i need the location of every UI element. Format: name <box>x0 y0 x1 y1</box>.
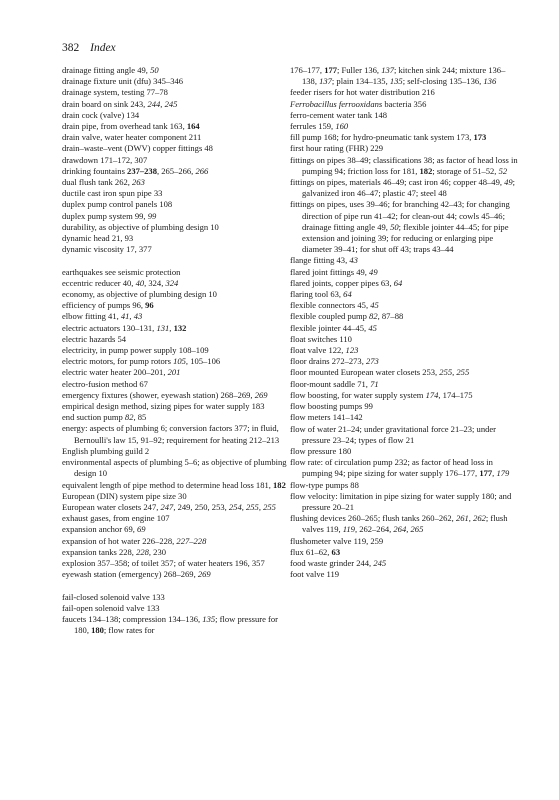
index-entry: European (DIN) system pipe size 30 <box>62 490 187 501</box>
index-entry: drain valve, water heater component 211 <box>62 132 202 143</box>
letter-group-gap <box>62 580 292 591</box>
index-entry: electric motors, for pump rotors 105, 105–106 <box>62 356 221 367</box>
index-entry: drawdown 171–172, 307 <box>62 154 148 165</box>
index-entry: fittings on pipes, materials 46–49; cast iron 46; copper 48–49, 49; galvanized iron 46–47; plastic 47; steel 48 <box>290 177 516 199</box>
index-entry: floor drains 272–273, 273 <box>290 356 379 367</box>
index-entry: emergency fixtures (shower, eyewash station) 268–269, 269 <box>62 389 268 400</box>
index-entry: flow rate: of circulation pump 232; as factor of head loss in pumping 94; pipe sizing for water supply 176–177, 177, 179 <box>290 457 510 479</box>
index-entry: equivalent length of pipe method to determine head loss 181, 182 <box>62 479 286 490</box>
index-entry: energy: aspects of plumbing 6; conversion factors 377; in fluid, Bernoulli's law 15, 91–92; requirement for heating 212–213 <box>62 423 280 445</box>
index-entry: flow-type pumps 88 <box>290 479 359 490</box>
index-entry: economy, as objective of plumbing design 10 <box>62 289 217 300</box>
index-entry: end suction pump 82, 85 <box>62 412 147 423</box>
index-entry: earthquakes see seismic protection <box>62 266 181 277</box>
index-entry: environmental aspects of plumbing 5–6; as objective of plumbing design 10 <box>62 457 287 479</box>
index-entry: fill pump 168; for hydro-pneumatic tank system 173, 173 <box>290 132 487 143</box>
index-entry: durability, as objective of plumbing design 10 <box>62 221 219 232</box>
index-entry: drinking fountains 237–238, 265–266, 266 <box>62 165 209 176</box>
index-entry: flow pressure 180 <box>290 445 352 456</box>
index-entry: drainage fitting angle 49, 50 <box>62 65 159 75</box>
index-entry: dynamic head 21, 93 <box>62 233 134 244</box>
index-entry: flow boosting pumps 99 <box>290 401 373 412</box>
index-entry: flexible jointer 44–45, 45 <box>290 322 377 333</box>
index-entry: floor mounted European water closets 253, 255, 255 <box>290 367 470 378</box>
index-entry: explosion 357–358; of toilet 357; of water heaters 196, 357 <box>62 557 265 568</box>
index-entry: 176–177, 177; Fuller 136, 137; kitchen sink 244; mixture 136–138, 137; plain 134–135, 135; self-closing 135–136, 136 <box>290 65 506 87</box>
index-entry: duplex pump control panels 108 <box>62 199 173 210</box>
index-entry: Ferrobacillus ferrooxidans bacteria 356 <box>290 98 427 109</box>
index-column-left <box>62 65 292 636</box>
index-entry: electric water heater 200–201, 201 <box>62 367 181 378</box>
index-entry: European water closets 247, 247, 249, 250, 253, 254, 255, 255 <box>62 501 276 512</box>
index-entry: feeder risers for hot water distribution 216 <box>290 87 435 98</box>
index-entry: flushing devices 260–265; flush tanks 260–262, 261, 262; flush valves 119, 119, 262–264, 264, 265 <box>290 513 508 535</box>
index-entry: eyewash station (emergency) 268–269, 269 <box>62 569 211 580</box>
index-entry: drainage system, testing 77–78 <box>62 87 168 98</box>
index-entry: float valve 122, 123 <box>290 345 359 356</box>
index-entry: flux 61–62, 63 <box>290 546 341 557</box>
index-entry: eccentric reducer 40, 40, 324, 324 <box>62 277 179 288</box>
index-column-right <box>290 65 520 580</box>
index-entry: fittings on pipes 38–49; classifications 38; as factor of head loss in pumping 94; friction loss for 181, 182; storage of 51–52, 52 <box>290 154 518 176</box>
index-entry: ferrules 159, 160 <box>290 121 349 132</box>
index-entry: efficiency of pumps 96, 96 <box>62 300 154 311</box>
index-entry: duplex pump system 99, 99 <box>62 210 157 221</box>
index-entry: elbow fitting 41, 41, 43 <box>62 311 143 322</box>
index-entry: fail-open solenoid valve 133 <box>62 602 160 613</box>
index-entry: flushometer valve 119, 259 <box>290 535 384 546</box>
index-entry: drain board on sink 243, 244, 245 <box>62 98 178 109</box>
index-entry: flow of water 21–24; under gravitational force 21–23; under pressure 23–24; types of flow 21 <box>290 423 497 445</box>
index-entry: drain–waste–vent (DWV) copper fittings 48 <box>62 143 213 154</box>
index-entry: electro-fusion method 67 <box>62 378 148 389</box>
index-entry: English plumbing guild 2 <box>62 445 150 456</box>
index-entry: food waste grinder 244, 245 <box>290 557 387 568</box>
index-entry: electric hazards 54 <box>62 333 127 344</box>
index-entry: electric actuators 130–131, 131, 132 <box>62 322 187 333</box>
index-entry: flexible connectors 45, 45 <box>290 300 379 311</box>
index-entry: faucets 134–138; compression 134–136, 135; flow pressure for 180, 180; flow rates for <box>62 613 279 636</box>
index-entry: ferro-cement water tank 148 <box>290 109 388 120</box>
index-entry: flared joints, copper pipes 63, 64 <box>290 277 403 288</box>
index-entry: flaring tool 63, 64 <box>290 289 352 300</box>
index-entry: flow meters 141–142 <box>290 412 363 423</box>
index-entry: flared joint fittings 49, 49 <box>290 266 378 277</box>
letter-group-gap <box>62 255 292 266</box>
index-entry: expansion of hot water 226–228, 227–228 <box>62 535 207 546</box>
index-entry: flange fitting 43, 43 <box>290 255 358 266</box>
index-entry: flow boosting, for water supply system 174, 174–175 <box>290 389 473 400</box>
page-title: Index <box>90 42 116 54</box>
index-entry: drainage fixture unit (dfu) 345–346 <box>62 76 184 87</box>
index-entry: float switches 110 <box>290 333 352 344</box>
index-entry: floor-mount saddle 71, 71 <box>290 378 379 389</box>
index-entry: drain cock (valve) 134 <box>62 109 140 120</box>
index-entry: dual flush tank 262, 263 <box>62 177 145 188</box>
page-number: 382 <box>62 42 80 54</box>
index-entry: expansion tanks 228, 228, 230 <box>62 546 166 557</box>
index-entry: first hour rating (FHR) 229 <box>290 143 384 154</box>
index-entry: electricity, in pump power supply 108–109 <box>62 345 209 356</box>
index-entry: foot valve 119 <box>290 569 340 580</box>
index-entry: fittings on pipes, uses 39–46; for branching 42–43; for changing direction of pipe run 41–42; for clean-out 44; cowls 45–46; drainage fitting angle 49, 50; flexible jointer 44–45; for pipe extension and joining 39; for reducing or enlarging pipe diameter 39–41; for shut off 43; traps 43–44 <box>290 199 510 255</box>
index-entry: empirical design method, sizing pipes for water supply 183 <box>62 401 265 412</box>
index-entry: drain pipe, from overhead tank 163, 164 <box>62 121 200 132</box>
index-entry: flexible coupled pump 82, 87–88 <box>290 311 404 322</box>
index-entry: flow velocity: limitation in pipe sizing for water supply 180; and pressure 20–21 <box>290 490 512 512</box>
index-entry: exhaust gases, from engine 107 <box>62 513 170 524</box>
index-entry: fail-closed solenoid valve 133 <box>62 591 165 602</box>
page-header <box>62 42 116 54</box>
index-entry: expansion anchor 69, 69 <box>62 524 146 535</box>
index-entry: dynamic viscosity 17, 377 <box>62 244 152 255</box>
index-entry: ductile cast iron spun pipe 33 <box>62 188 163 199</box>
